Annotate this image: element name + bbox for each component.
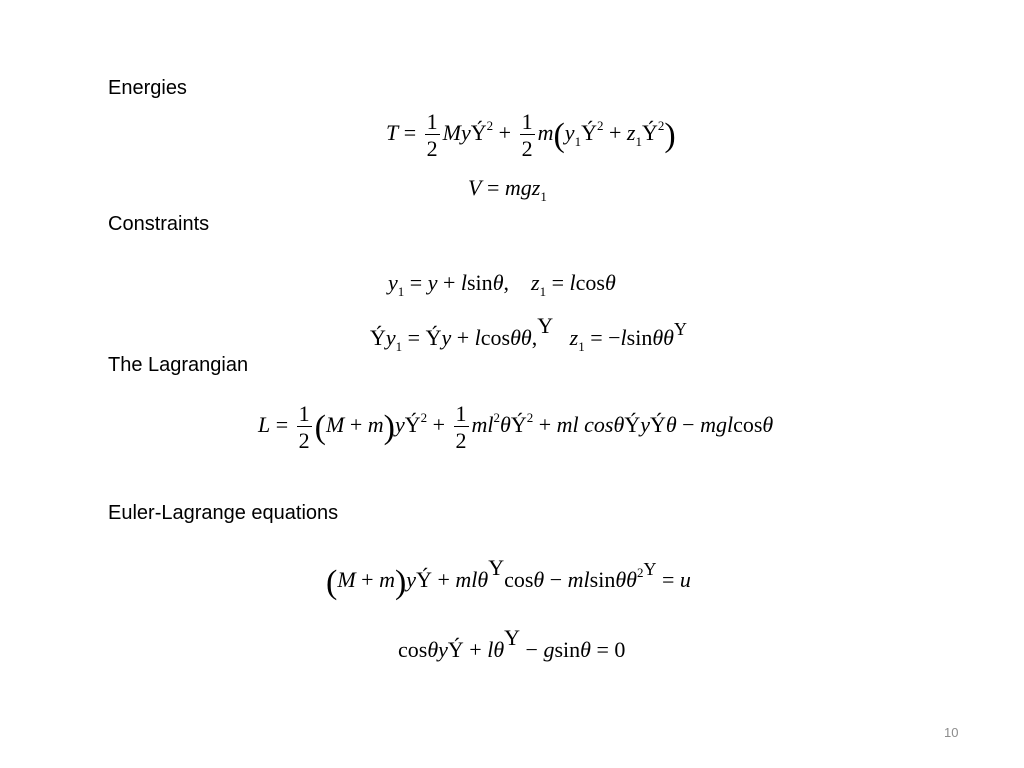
eq-symbol: T <box>386 120 399 146</box>
eq-symbol: l <box>474 325 481 350</box>
eq-symbol: cos <box>398 637 428 662</box>
eq-symbol: 2 <box>298 428 310 454</box>
eq-symbol: 2 <box>455 428 467 454</box>
eq-symbol: Ý <box>416 567 432 592</box>
eq-symbol: 2 <box>420 410 428 426</box>
eq-symbol: mgl <box>700 412 734 438</box>
eq-symbol: 2 <box>636 565 644 580</box>
eq-symbol: + <box>432 412 446 438</box>
equation-euler-lagrange-2 <box>398 625 625 663</box>
eq-symbol: 1 <box>574 134 582 150</box>
equation-constraint-position <box>388 270 616 300</box>
heading-constraints: Constraints <box>108 213 210 235</box>
fraction-half <box>425 110 440 160</box>
eq-symbol: sin <box>467 270 493 295</box>
eq-symbol: 2 <box>486 118 494 134</box>
eq-symbol: ) <box>394 564 407 601</box>
equation-kinetic-energy <box>386 110 676 160</box>
eq-symbol: l <box>487 637 494 662</box>
eq-symbol: Ý <box>641 120 658 146</box>
eq-symbol: 1 <box>395 339 403 354</box>
eq-symbol: Ý <box>649 412 666 438</box>
eq-symbol: Y <box>488 555 505 580</box>
eq-symbol: θ <box>652 325 664 350</box>
eq-symbol: l <box>460 270 467 295</box>
eq-symbol: + <box>437 567 450 592</box>
eq-symbol: + <box>456 325 470 350</box>
eq-symbol: + <box>538 412 552 438</box>
eq-symbol: Ý <box>470 120 487 146</box>
eq-symbol: 0 <box>614 637 626 662</box>
eq-symbol: ml cos <box>556 412 614 438</box>
eq-symbol: 2 <box>493 410 501 426</box>
eq-symbol: z <box>531 175 541 200</box>
eq-symbol: , <box>531 325 538 350</box>
eq-symbol: y <box>385 325 396 350</box>
eq-symbol: + <box>469 637 482 662</box>
eq-symbol: y <box>394 412 405 438</box>
eq-symbol: 2 <box>596 118 604 134</box>
eq-symbol: y <box>427 270 438 295</box>
eq-symbol: y <box>406 567 417 592</box>
eq-symbol: + <box>498 120 512 146</box>
eq-symbol: θ <box>427 637 439 662</box>
eq-symbol: Ý <box>447 637 464 662</box>
eq-symbol: θ <box>626 567 637 592</box>
eq-symbol: 1 <box>540 189 547 204</box>
eq-symbol: sin <box>589 567 616 592</box>
eq-symbol: θ <box>663 325 674 350</box>
eq-symbol: mg <box>504 175 532 200</box>
eq-symbol: θ <box>492 270 504 295</box>
eq-symbol: 1 <box>455 401 467 426</box>
eq-symbol: sin <box>554 637 581 662</box>
eq-symbol: ) <box>383 409 395 447</box>
eq-symbol: Ý <box>404 412 421 438</box>
equation-lagrangian <box>258 402 773 452</box>
eq-symbol: 1 <box>521 109 533 134</box>
eq-symbol: 2 <box>426 136 438 162</box>
eq-symbol: g <box>543 637 555 662</box>
eq-symbol: θ <box>604 270 616 295</box>
equation-constraint-velocity <box>370 313 687 355</box>
eq-symbol: cos <box>733 412 763 438</box>
eq-symbol: θ <box>510 325 521 350</box>
eq-symbol: θ <box>520 325 532 350</box>
eq-symbol: y <box>441 325 452 350</box>
eq-symbol: 1 <box>539 284 547 299</box>
eq-symbol: M <box>326 412 345 438</box>
eq-symbol: cos <box>504 567 534 592</box>
eq-symbol: Y <box>537 313 554 338</box>
eq-symbol: + <box>361 567 374 592</box>
eq-symbol: θ <box>477 567 489 592</box>
eq-symbol: ) <box>664 117 676 155</box>
page-number: 10 <box>944 725 959 740</box>
eq-symbol: + <box>442 270 456 295</box>
eq-symbol: 2 <box>526 410 534 426</box>
eq-symbol: ( <box>553 117 565 155</box>
eq-symbol: cos <box>480 325 511 350</box>
eq-symbol: = <box>551 270 564 295</box>
eq-symbol: V <box>468 175 482 200</box>
eq-symbol: cos <box>575 270 605 295</box>
eq-symbol: Y <box>504 625 521 650</box>
eq-symbol: ( <box>326 564 338 601</box>
eq-symbol: θ <box>762 412 774 438</box>
eq-symbol: = <box>661 567 675 592</box>
eq-symbol: = <box>590 325 603 350</box>
eq-symbol: Ý <box>425 325 442 350</box>
eq-symbol: 1 <box>635 134 642 150</box>
eq-symbol: + <box>608 120 622 146</box>
eq-symbol: 1 <box>578 339 585 354</box>
eq-symbol: − <box>525 637 538 662</box>
eq-symbol: ( <box>314 409 326 447</box>
eq-symbol: Y <box>643 559 657 579</box>
eq-symbol: y <box>461 120 471 146</box>
eq-symbol: m <box>537 120 554 146</box>
eq-symbol: Ý <box>370 325 386 350</box>
eq-symbol: z <box>531 270 540 295</box>
fraction-half <box>520 110 535 160</box>
eq-symbol: z <box>626 120 636 146</box>
eq-symbol: θ <box>500 412 511 438</box>
eq-symbol: ml <box>455 567 478 592</box>
eq-symbol: = <box>403 120 417 146</box>
eq-symbol: Ý <box>510 412 527 438</box>
eq-symbol: y <box>388 270 398 295</box>
eq-symbol: sin <box>626 325 653 350</box>
eq-symbol: θ <box>665 412 677 438</box>
eq-symbol: y <box>438 637 448 662</box>
eq-symbol: θ <box>533 567 545 592</box>
eq-symbol: − <box>549 567 563 592</box>
heading-energies: Energies <box>108 77 187 99</box>
eq-symbol: = <box>275 412 289 438</box>
eq-symbol: − <box>682 412 695 438</box>
eq-symbol: M <box>442 120 461 146</box>
fraction-half <box>454 402 469 452</box>
heading-euler-lagrange: Euler-Lagrange equations <box>108 502 339 524</box>
eq-symbol: y <box>564 120 575 146</box>
eq-symbol: , <box>503 270 509 295</box>
eq-symbol: 1 <box>397 284 405 299</box>
equation-potential-energy <box>468 175 547 205</box>
eq-symbol: l <box>569 270 576 295</box>
eq-symbol: 2 <box>657 118 665 134</box>
eq-symbol: + <box>349 412 363 438</box>
eq-symbol: = <box>486 175 500 200</box>
equation-euler-lagrange-1 <box>326 555 691 602</box>
eq-symbol: = <box>409 270 423 295</box>
eq-symbol: Y <box>673 319 687 339</box>
eq-symbol: 2 <box>521 136 533 162</box>
heading-lagrangian: The Lagrangian <box>108 354 249 376</box>
eq-symbol: l <box>620 325 627 350</box>
eq-symbol: θ <box>493 637 505 662</box>
eq-symbol: θ <box>615 567 627 592</box>
eq-symbol: 1 <box>426 109 438 134</box>
eq-symbol: Ý <box>624 412 641 438</box>
eq-symbol: ml <box>471 412 494 438</box>
eq-symbol: m <box>367 412 384 438</box>
eq-symbol: θ <box>580 637 591 662</box>
eq-symbol: u <box>679 567 691 592</box>
eq-symbol: θ <box>613 412 625 438</box>
eq-symbol: ml <box>567 567 590 592</box>
eq-symbol: z <box>569 325 579 350</box>
eq-symbol: − <box>608 325 621 350</box>
eq-symbol: = <box>596 637 609 662</box>
eq-symbol: L <box>258 412 271 438</box>
eq-symbol: m <box>379 567 395 592</box>
eq-symbol: M <box>337 567 356 592</box>
eq-symbol: 1 <box>298 401 310 426</box>
eq-symbol: y <box>640 412 650 438</box>
eq-symbol: = <box>407 325 421 350</box>
eq-symbol: Ý <box>581 120 597 146</box>
fraction-half <box>297 402 312 452</box>
